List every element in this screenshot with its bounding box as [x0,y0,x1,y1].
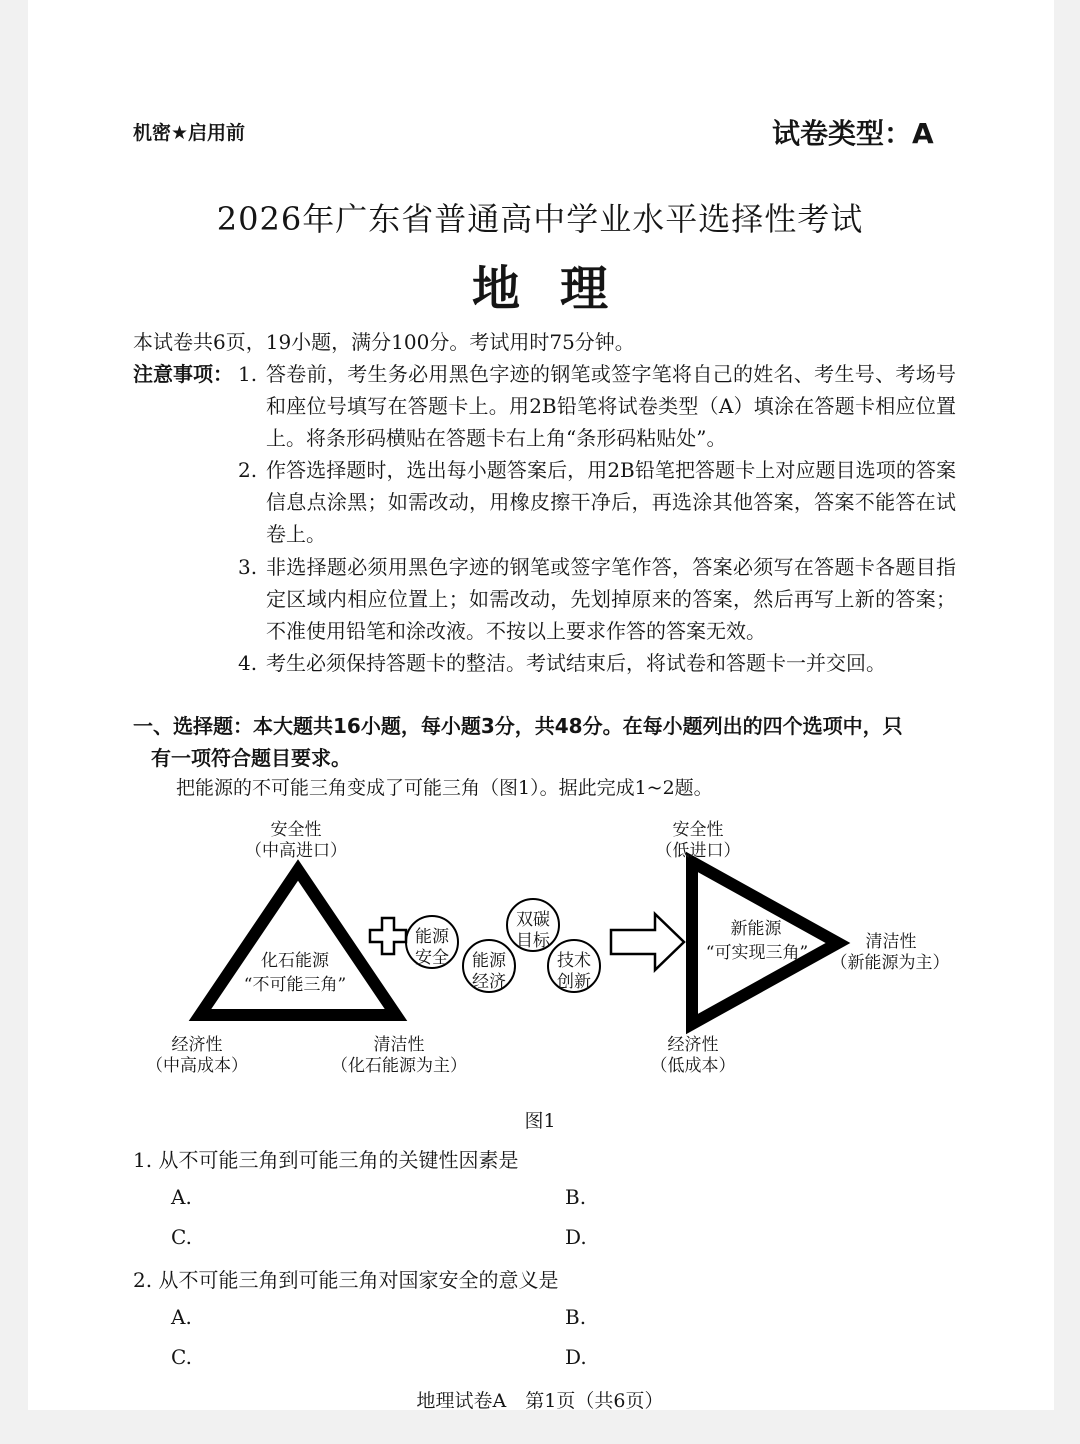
question-1-stem: 1. 从不可能三角到可能三角的关键性因素是 [133,1148,519,1172]
circle-label: 目标 [516,931,550,951]
notice-number: 4. [238,651,258,675]
question-2-option-a[interactable]: A. [171,1305,192,1329]
notice-item [238,551,956,647]
right-bottom-left-label: 经济性 [667,1035,719,1055]
question-1-option-d[interactable]: D. [565,1225,587,1249]
notice-text: 非选择题必须用黑色字迹的钢笔或签字笔作答，答案必须写在答题卡各题目指定区域内相应位置上；如需改动，先划掉原来的答案，然后再写上新的答案；不准使用铅笔和涂改液。不按以上要求作答的答案无效。 [266,555,956,643]
circle-label: 创新 [557,972,591,992]
section-heading-line: 有一项符合题目要求。 [151,746,351,770]
left-top-label: 安全性 [270,820,322,840]
question-1-option-a[interactable]: A. [171,1185,192,1209]
intro-text: 本试卷共6页，19小题，满分100分。考试用时75分钟。 [133,330,635,354]
paper-type-label: 试卷类型：A [772,117,934,150]
circle-label: 技术 [557,951,591,971]
notice-number: 1. [238,362,258,386]
left-bottom-left-sublabel: （中高成本） [146,1056,248,1076]
right-center-sublabel: “可实现三角” [705,943,809,963]
exam-title: 2026年广东省普通高中学业水平选择性考试 [216,200,864,238]
subject-title: 地理 [471,261,648,317]
question-1-option-b[interactable]: B. [565,1185,587,1209]
right-top-sublabel: （低进口） [655,841,741,861]
right-right-label: 清洁性 [865,932,917,952]
notice-item [238,358,956,454]
circle-label: 经济 [472,972,506,992]
question-2-option-c[interactable]: C. [171,1345,192,1369]
circle-label: 双碳 [516,910,550,930]
circle-label: 能源 [472,951,506,971]
notice-text: 作答选择题时，选出每小题答案后，用2B铅笔把答题卡上对应题目选项的答案信息点涂黑；如需改动，用橡皮擦干净后，再选涂其他答案，答案不能答在试卷上。 [266,458,956,546]
notice-number: 2. [238,458,258,482]
section-heading [133,710,953,774]
notice-label: 注意事项： [133,362,233,386]
left-bottom-left-label: 经济性 [171,1035,223,1055]
right-top-label: 安全性 [672,820,724,840]
left-center-label: 化石能源 [261,951,329,971]
left-center-sublabel: “不可能三角” [243,975,347,995]
question-1-option-c[interactable]: C. [171,1225,192,1249]
figure-caption: 图1 [524,1110,556,1132]
left-bottom-right-label: 清洁性 [373,1035,425,1055]
question-2-stem: 2. 从不可能三角到可能三角对国家安全的意义是 [133,1268,559,1292]
right-bottom-left-sublabel: （低成本） [650,1056,736,1076]
left-bottom-right-sublabel: （化石能源为主） [331,1056,467,1076]
page-footer: 地理试卷A 第1页（共6页） [416,1390,664,1412]
notice-text: 答卷前，考生务必用黑色字迹的钢笔或签字笔将自己的姓名、考生号、考场号和座位号填写在答题卡上。用2B铅笔将试卷类型（A）填涂在答题卡相应位置上。将条形码横贴在答题卡右上角“条形码粘贴处”。 [266,362,956,450]
question-2-option-d[interactable]: D. [565,1345,587,1369]
left-top-sublabel: （中高进口） [245,841,347,861]
section-heading-line: 一、选择题：本大题共16小题，每小题3分，共48分。在每小题列出的四个选项中，只 [133,714,903,738]
question-2-option-b[interactable]: B. [565,1305,587,1329]
notice-text: 考生必须保持答题卡的整洁。考试结束后，将试卷和答题卡一并交回。 [266,651,886,675]
right-center-label: 新能源 [730,919,782,939]
circle-label: 能源 [415,927,449,947]
notice-item [238,454,956,550]
notice-item [238,647,956,679]
notice-number: 3. [238,555,258,579]
right-right-sublabel: （新能源为主） [830,953,950,973]
circle-label: 安全 [415,948,449,968]
question-stem-intro: 把能源的不可能三角变成了可能三角（图1）。据此完成1~2题。 [176,777,713,799]
confidential-label: 机密★启用前 [133,122,246,144]
